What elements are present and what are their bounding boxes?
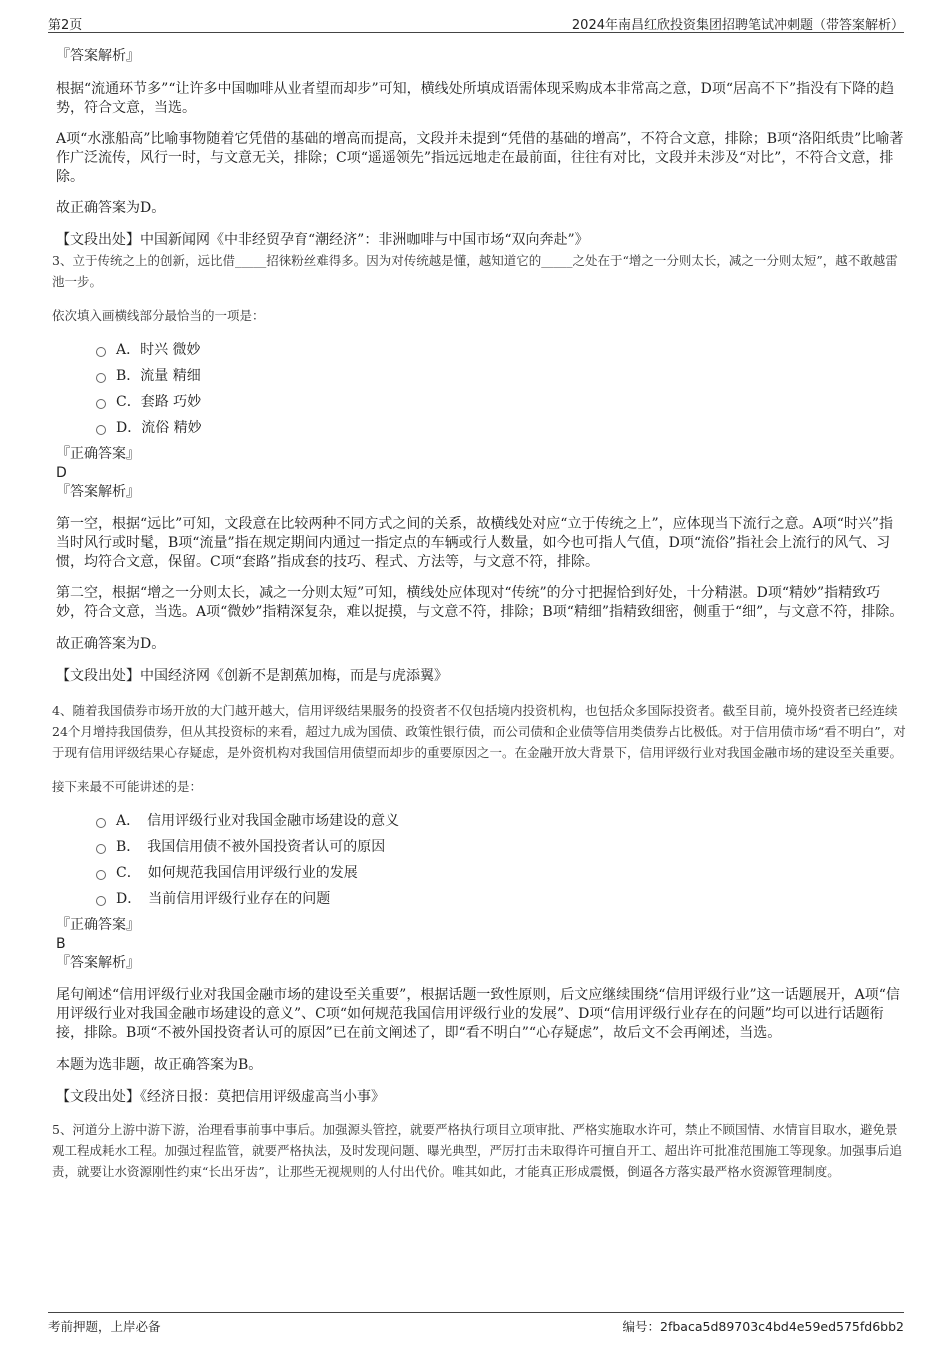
radio-icon[interactable] xyxy=(96,818,106,828)
q4-stem: 4、随着我国债券市场开放的大门越开越大，信用评级结果服务的投资者不仅包括境内投资机构，也包括众多国际投资者。截至目前，境外投资者已经连续24个月增持我国债券，但从其投资标的来看，超过九成为国债、政策性银行债，而公司债和企业债等信用类债券占比极低。对于信用债市场“看不明白”，对于现有信用评级结果心存疑虑，是外资机构对我国信用债望而却步的重要原因之一。在金融开放大背景下，信用评级行业对我国金融市场的建设至关重要。 xyxy=(52,703,906,760)
document-title: 2024年南昌红欣投资集团招聘笔试冲刺题（带答案解析） xyxy=(571,18,904,33)
q3-option-d[interactable]: D．流俗 精妙 xyxy=(56,414,906,440)
q3-prompt: 依次填入画横线部分最恰当的一项是： xyxy=(52,308,265,323)
q4-correct-answer: B xyxy=(56,936,66,952)
q3-analysis-p2: 第二空，根据“增之一分则太长，减之一分则太短”可知，横线处应体现对“传统”的分寸把握恰到好处，十分精湛。D项“精妙”指精致巧妙，符合文意，当选。A项“微妙”指精深复杂，难以捉摸，与文意不符，排除；B项“精细”指精致细密，侧重于“细”，与文意不符，排除。 xyxy=(56,585,904,620)
q2-source: 【文段出处】中国新闻网《中非经贸孕育“潮经济”：非洲咖啡与中国市场“双向奔赴”》 xyxy=(56,232,589,248)
q3-conclusion: 故正确答案为D。 xyxy=(56,636,166,652)
page-footer xyxy=(48,1312,904,1333)
radio-icon[interactable] xyxy=(96,870,106,880)
q4-analysis-label: 『答案解析』 xyxy=(56,955,140,971)
q2-analysis-label: 『答案解析』 xyxy=(56,48,140,64)
radio-icon[interactable] xyxy=(96,844,106,854)
q4-prompt: 接下来最不可能讲述的是： xyxy=(52,779,203,794)
q3-stem: 3、立于传统之上的创新，远比借_____招徕粉丝难得多。因为对传统越是懂，越知道它的_____之处在于“增之一分则太长，减之一分则太短”，越不敢越雷池一步。 xyxy=(52,253,898,289)
radio-icon[interactable] xyxy=(96,347,106,357)
q3-option-a[interactable]: A．时兴 微妙 xyxy=(56,336,906,362)
document-body xyxy=(52,46,906,1182)
q3-analysis-p1: 第一空，根据“远比”可知，文段意在比较两种不同方式之间的关系，故横线处对应“立于传统之上”，应体现当下流行之意。A项“时兴”指当时风行或时髦，B项“流量”指在规定期间内通过一指定点的车辆或行人数量，如今也可指人气值，D项“流俗”指社会上流行的风气、习惯，均符合文意，保留。C项“套路”指成套的技巧、程式、方法等，与文意不符，排除。 xyxy=(56,516,894,570)
q4-option-c[interactable]: C． 如何规范我国信用评级行业的发展 xyxy=(56,859,906,885)
radio-icon[interactable] xyxy=(96,896,106,906)
q4-options xyxy=(56,807,906,911)
q2-conclusion: 故正确答案为D。 xyxy=(56,200,166,216)
q3-option-c[interactable]: C．套路 巧妙 xyxy=(56,388,906,414)
q4-option-b[interactable]: B． 我国信用债不被外国投资者认可的原因 xyxy=(56,833,906,859)
q4-correct-label: 『正确答案』 xyxy=(56,917,140,933)
q3-analysis-label: 『答案解析』 xyxy=(56,484,140,500)
q3-correct-label: 『正确答案』 xyxy=(56,446,140,462)
q5-stem: 5、河道分上游中游下游，治理看事前事中事后。加强源头管控，就要严格执行项目立项审批、严格实施取水许可，禁止不顾国情、水情盲目取水，避免景观工程成耗水工程。加强过程监管，就要严格执法，及时发现问题、曝光典型，严厉打击未取得许可擅自开工、超出许可批准范围施工等现象。加强事后追责，就要让水资源刚性约束“长出牙齿”，让那些无视规则的人付出代价。唯其如此，才能真正形成震慑，倒逼各方落实最严格水资源管理制度。 xyxy=(52,1122,903,1179)
page-number: 第2页 xyxy=(48,18,83,33)
document-id: 编号：2fbaca5d89703c4bd4e59ed575fd6bb2 xyxy=(622,1319,904,1334)
q4-analysis-p1: 尾句阐述“信用评级行业对我国金融市场的建设至关重要”，根据话题一致性原则，后文应继续围绕“信用评级行业”这一话题展开，A项“信用评级行业对我国金融市场建设的意义”、C项“如何规范我国信用评级行业的发展”、D项“信用评级行业存在的问题”均可以进行话题衔接，排除。B项“不被外国投资者认可的原因”已在前文阐述了，即“看不明白”“心存疑虑”，故后文不会再阐述，当选。 xyxy=(56,987,900,1041)
q4-source: 【文段出处】《经济日报：莫把信用评级虚高当小事》 xyxy=(56,1089,385,1105)
q3-source: 【文段出处】中国经济网《创新不是割蕉加梅，而是与虎添翼》 xyxy=(56,668,448,684)
footer-slogan: 考前押题，上岸必备 xyxy=(48,1319,161,1334)
q3-options xyxy=(56,336,906,440)
q3-option-b[interactable]: B．流量 精细 xyxy=(56,362,906,388)
radio-icon[interactable] xyxy=(96,425,106,435)
q4-conclusion: 本题为选非题，故正确答案为B。 xyxy=(56,1057,263,1073)
page-header xyxy=(48,12,904,33)
q2-analysis-p1: 根据“流通环节多”“让许多中国咖啡从业者望而却步”可知，横线处所填成语需体现采购成本非常高之意，D项“居高不下”指没有下降的趋势，符合文意，当选。 xyxy=(56,81,895,116)
q3-correct-answer: D xyxy=(56,465,67,481)
radio-icon[interactable] xyxy=(96,373,106,383)
q2-analysis-p2: A项“水涨船高”比喻事物随着它凭借的基础的增高而提高，文段并未提到“凭借的基础的增高”，不符合文意，排除；B项“洛阳纸贵”比喻著作广泛流传，风行一时，与文意无关，排除；C项“遥遥领先”指远远地走在最前面，往往有对比，文段并未涉及“对比”，不符合文意，排除。 xyxy=(56,131,904,185)
q4-option-a[interactable]: A． 信用评级行业对我国金融市场建设的意义 xyxy=(56,807,906,833)
q4-option-d[interactable]: D． 当前信用评级行业存在的问题 xyxy=(56,885,906,911)
radio-icon[interactable] xyxy=(96,399,106,409)
